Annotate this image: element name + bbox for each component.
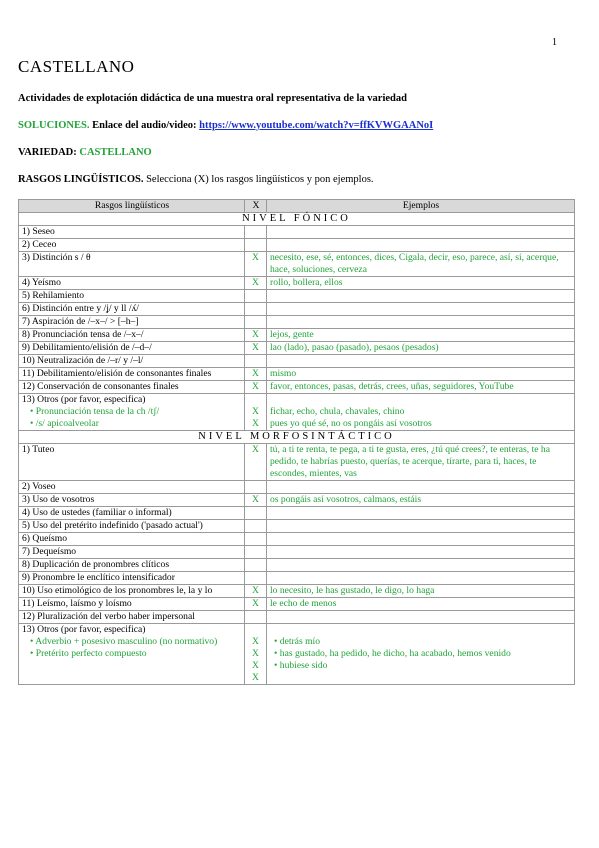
x-cell: X bbox=[245, 329, 267, 342]
ejemplo-cell: lao (lado), pasao (pasado), pesaos (pesados) bbox=[267, 342, 575, 355]
ejemplo-cell: necesito, ese, sé, entonces, dices, Cigala, decir, eso, parece, así, sí, acerque, hace, soluciones, cerveza bbox=[267, 252, 575, 277]
ejemplo-cell bbox=[267, 611, 575, 624]
ejemplo-cell bbox=[267, 533, 575, 546]
x-mark: X bbox=[252, 648, 259, 659]
header-x: X bbox=[245, 200, 267, 213]
x-cell bbox=[245, 507, 267, 520]
table-row bbox=[19, 611, 575, 624]
table-row bbox=[19, 342, 575, 355]
table-header-row bbox=[19, 200, 575, 213]
table-row-otros bbox=[19, 394, 575, 431]
ejemplo-cell bbox=[267, 316, 575, 329]
rasgo-cell bbox=[19, 394, 245, 431]
rasgo-cell: 8) Duplicación de pronombres clíticos bbox=[19, 559, 245, 572]
table-row bbox=[19, 533, 575, 546]
variedad-value: CASTELLANO bbox=[79, 147, 152, 158]
x-cell bbox=[245, 394, 267, 431]
table-row bbox=[19, 444, 575, 481]
table-row bbox=[19, 355, 575, 368]
table-row bbox=[19, 303, 575, 316]
rasgos-label: RASGOS LINGÜÍSTICOS. bbox=[18, 174, 144, 185]
table-row bbox=[19, 559, 575, 572]
x-cell bbox=[245, 303, 267, 316]
rasgo-cell: 1) Seseo bbox=[19, 226, 245, 239]
ejemplo-cell: mismo bbox=[267, 368, 575, 381]
soluciones-label: SOLUCIONES. bbox=[18, 120, 90, 131]
rasgo-cell: 12) Conservación de consonantes finales bbox=[19, 381, 245, 394]
rasgo-cell: 5) Rehilamiento bbox=[19, 290, 245, 303]
table-row bbox=[19, 329, 575, 342]
ejemplo-cell: tú, a ti te renta, te pega, a ti te gusta, eres, ¿tú qué crees?, te enteras, te ha pedido, te habrías puesto, querías, te acerque, tírarte, para ti, haces, te escondes, mientes, vas bbox=[267, 444, 575, 481]
rasgo-cell bbox=[19, 624, 245, 685]
ejemplo-cell: os pongáis así vosotros, calmaos, estáis bbox=[267, 494, 575, 507]
x-mark: X bbox=[252, 672, 259, 683]
rasgo-cell: 6) Queísmo bbox=[19, 533, 245, 546]
ejemplo-item: pues yo qué sé, no os pongáis así vosotros bbox=[270, 418, 432, 429]
otros-label: 13) Otros (por favor, especifica) bbox=[22, 624, 146, 635]
rasgo-cell: 7) Dequeísmo bbox=[19, 546, 245, 559]
otros-item: • Pretérito perfecto compuesto bbox=[22, 648, 242, 660]
ejemplo-cell: favor, entonces, pasas, detrás, crees, uñas, seguidores, YouTube bbox=[267, 381, 575, 394]
rasgo-cell: 4) Yeísmo bbox=[19, 277, 245, 290]
ejemplo-cell bbox=[267, 572, 575, 585]
ejemplo-cell: le echo de menos bbox=[267, 598, 575, 611]
otros-item: • /s/ apicoalveolar bbox=[22, 418, 242, 430]
rasgo-cell: 3) Uso de vosotros bbox=[19, 494, 245, 507]
x-mark: X bbox=[252, 660, 259, 671]
rasgo-cell: 8) Pronunciación tensa de /–x–/ bbox=[19, 329, 245, 342]
x-cell: X bbox=[245, 252, 267, 277]
rasgo-cell: 2) Ceceo bbox=[19, 239, 245, 252]
x-mark: X bbox=[252, 418, 259, 429]
x-cell bbox=[245, 226, 267, 239]
x-mark: X bbox=[252, 636, 259, 647]
x-cell bbox=[245, 611, 267, 624]
section-row-fonico bbox=[19, 213, 575, 226]
ejemplo-cell bbox=[267, 355, 575, 368]
rasgo-cell: 2) Voseo bbox=[19, 481, 245, 494]
table-row bbox=[19, 598, 575, 611]
page-title: CASTELLANO bbox=[18, 57, 135, 76]
rasgo-cell: 10) Neutralización de /–r/ y /–l/ bbox=[19, 355, 245, 368]
x-cell bbox=[245, 355, 267, 368]
ejemplo-item: • hubiese sido bbox=[270, 660, 572, 672]
ejemplo-cell bbox=[267, 394, 575, 431]
rasgo-cell: 11) Leísmo, laísmo y loísmo bbox=[19, 598, 245, 611]
table-row bbox=[19, 277, 575, 290]
x-cell bbox=[245, 481, 267, 494]
section-title-fonico: NIVEL FÓNICO bbox=[19, 213, 575, 226]
table-row bbox=[19, 494, 575, 507]
x-mark: X bbox=[252, 406, 259, 417]
x-cell bbox=[245, 316, 267, 329]
rasgo-cell: 4) Uso de ustedes (familiar o informal) bbox=[19, 507, 245, 520]
x-cell: X bbox=[245, 494, 267, 507]
x-cell bbox=[245, 533, 267, 546]
header-ejemplos: Ejemplos bbox=[267, 200, 575, 213]
table-row bbox=[19, 520, 575, 533]
otros-item: • Adverbio + posesivo masculino (no normativo) bbox=[22, 636, 242, 648]
header-rasgos: Rasgos lingüísticos bbox=[19, 200, 245, 213]
ejemplo-cell bbox=[267, 239, 575, 252]
rasgo-cell: 5) Uso del pretérito indefinido ('pasado actual') bbox=[19, 520, 245, 533]
table-row bbox=[19, 316, 575, 329]
subtitle: Actividades de explotación didáctica de una muestra oral representativa de la variedad bbox=[18, 93, 407, 104]
ejemplo-item: • detrás mío bbox=[270, 636, 572, 648]
x-cell: X bbox=[245, 277, 267, 290]
x-cell: X bbox=[245, 368, 267, 381]
rasgo-cell: 11) Debilitamiento/elisión de consonantes finales bbox=[19, 368, 245, 381]
ejemplo-cell bbox=[267, 624, 575, 685]
x-cell: X bbox=[245, 585, 267, 598]
x-cell bbox=[245, 559, 267, 572]
ejemplo-cell: lo necesito, le has gustado, le digo, lo haga bbox=[267, 585, 575, 598]
table-row bbox=[19, 481, 575, 494]
ejemplo-cell bbox=[267, 546, 575, 559]
table-row bbox=[19, 226, 575, 239]
x-cell bbox=[245, 546, 267, 559]
ejemplo-cell bbox=[267, 520, 575, 533]
x-cell: X bbox=[245, 342, 267, 355]
rasgo-cell: 3) Distinción s / θ bbox=[19, 252, 245, 277]
x-cell bbox=[245, 290, 267, 303]
rasgos-instruction: Selecciona (X) los rasgos lingüísticos y pon ejemplos. bbox=[146, 174, 374, 185]
rasgos-line bbox=[18, 174, 374, 185]
rasgo-cell: 1) Tuteo bbox=[19, 444, 245, 481]
ejemplo-cell bbox=[267, 507, 575, 520]
rasgo-cell: 12) Pluralización del verbo haber impersonal bbox=[19, 611, 245, 624]
rasgo-cell: 10) Uso etimológico de los pronombres le, la y lo bbox=[19, 585, 245, 598]
rasgo-cell: 9) Pronombre le enclítico intensificador bbox=[19, 572, 245, 585]
table-row bbox=[19, 572, 575, 585]
table-row bbox=[19, 585, 575, 598]
ejemplo-item: fichar, echo, chula, chavales, chino bbox=[270, 406, 405, 417]
table-row bbox=[19, 381, 575, 394]
section-row-morfo bbox=[19, 431, 575, 444]
rasgo-cell: 9) Debilitamiento/elisión de /–d–/ bbox=[19, 342, 245, 355]
section-title-morfo: NIVEL MORFOSINTÁCTICO bbox=[19, 431, 575, 444]
table-row bbox=[19, 507, 575, 520]
table-row bbox=[19, 368, 575, 381]
table-row bbox=[19, 546, 575, 559]
otros-label: 13) Otros (por favor, especifica) bbox=[22, 394, 146, 405]
page-number: 1 bbox=[552, 37, 557, 48]
enlace-line bbox=[18, 120, 433, 131]
ejemplo-cell: lejos, gente bbox=[267, 329, 575, 342]
ejemplo-cell bbox=[267, 303, 575, 316]
ejemplo-cell bbox=[267, 226, 575, 239]
x-cell: X bbox=[245, 598, 267, 611]
ejemplo-cell bbox=[267, 290, 575, 303]
ejemplo-cell bbox=[267, 559, 575, 572]
table-row bbox=[19, 252, 575, 277]
ejemplo-cell: rollo, bollera, ellos bbox=[267, 277, 575, 290]
x-cell bbox=[245, 624, 267, 685]
x-cell: X bbox=[245, 381, 267, 394]
variedad-label: VARIEDAD: bbox=[18, 147, 77, 158]
enlace-label: Enlace del audio/video: bbox=[92, 120, 197, 131]
table-row bbox=[19, 239, 575, 252]
table-row-otros bbox=[19, 624, 575, 685]
variedad-line bbox=[18, 147, 152, 158]
ejemplo-cell bbox=[267, 481, 575, 494]
otros-item: • Pronunciación tensa de la ch /tʃ/ bbox=[22, 406, 242, 418]
x-cell bbox=[245, 520, 267, 533]
ejemplo-item: • has gustado, ha pedido, he dicho, ha acabado, hemos venido bbox=[270, 648, 572, 660]
x-cell bbox=[245, 572, 267, 585]
x-cell: X bbox=[245, 444, 267, 481]
table-row bbox=[19, 290, 575, 303]
rasgo-cell: 7) Aspiración de /–x–/ > [–h–] bbox=[19, 316, 245, 329]
video-link[interactable]: https://www.youtube.com/watch?v=ffKVWGAANoI bbox=[199, 120, 434, 131]
rasgos-table bbox=[18, 199, 575, 685]
x-cell bbox=[245, 239, 267, 252]
rasgo-cell: 6) Distinción entre y /ʝ/ y ll /ʎ/ bbox=[19, 303, 245, 316]
